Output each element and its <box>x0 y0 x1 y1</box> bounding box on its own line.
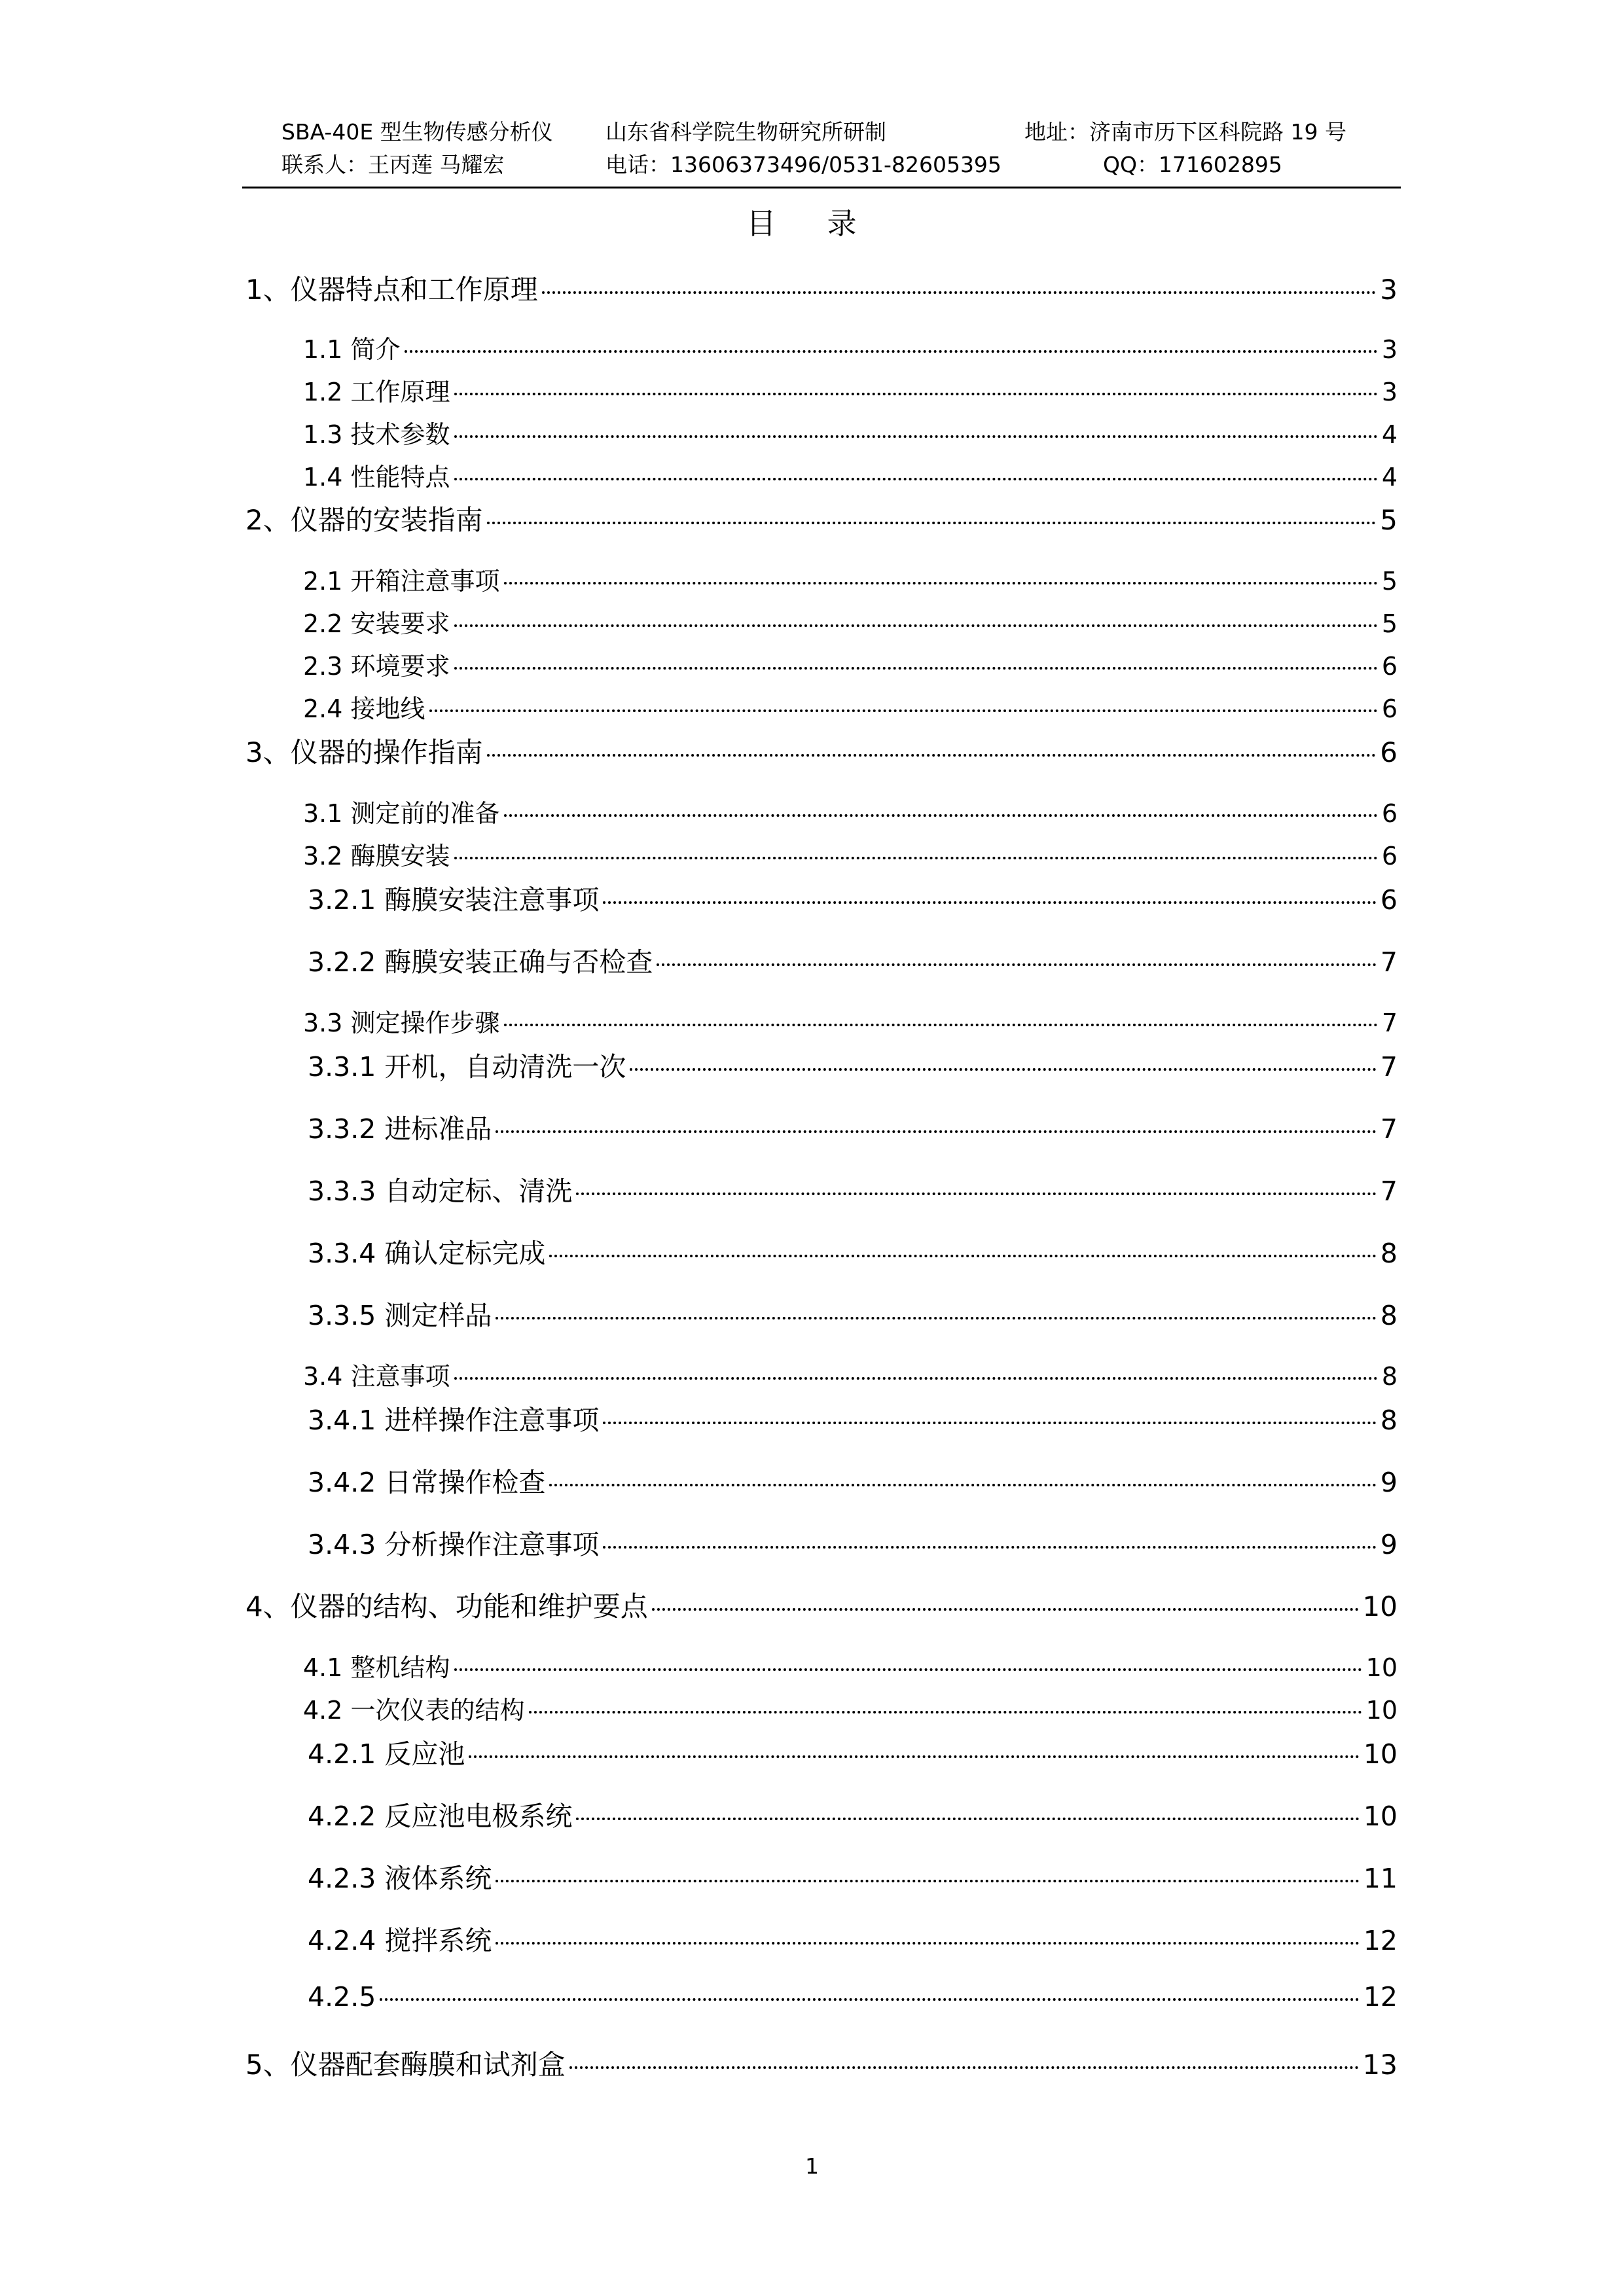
toc-entry-label: 4、仪器的结构、功能和维护要点 <box>245 1590 648 1623</box>
toc-entry-label: 1、仪器特点和工作原理 <box>245 274 538 306</box>
toc-entry-page: 3 <box>1381 335 1398 364</box>
toc-entry[interactable] <box>303 1647 1398 1683</box>
toc-entry-label: 3.2.1 酶膜安装注意事项 <box>308 884 600 916</box>
toc-entry[interactable] <box>303 603 1398 639</box>
toc-entry[interactable] <box>308 1919 1398 1958</box>
toc-entry-page: 10 <box>1363 1738 1398 1770</box>
toc-entry-label: 3.3.1 开机，自动清洗一次 <box>308 1051 626 1083</box>
toc-entry-page: 7 <box>1380 1175 1398 1207</box>
toc-entry-page: 6 <box>1381 694 1398 723</box>
toc-entry-page: 6 <box>1380 884 1398 916</box>
toc-entry[interactable] <box>308 1107 1398 1146</box>
toc-entry-label: 3、仪器的操作指南 <box>245 736 483 768</box>
toc-entry-page: 13 <box>1362 2049 1398 2081</box>
toc-leader-dots <box>504 1024 1378 1026</box>
toc-leader-dots <box>569 2066 1359 2069</box>
toc-entry-page: 12 <box>1363 1925 1398 1956</box>
toc-entry[interactable] <box>303 561 1398 597</box>
toc-leader-dots <box>454 1668 1362 1671</box>
toc-entry-label: 2.2 安装要求 <box>303 609 450 638</box>
toc-entry-label: 1.4 性能特点 <box>303 463 450 492</box>
toc-entry-page: 6 <box>1381 842 1398 870</box>
toc-entry-label: 1.2 工作原理 <box>303 378 450 406</box>
toc-leader-dots <box>454 857 1378 859</box>
toc-entry-label: 5、仪器配套酶膜和试剂盒 <box>245 2049 566 2081</box>
toc-leader-dots <box>496 1942 1359 1945</box>
toc-leader-dots <box>454 478 1378 480</box>
toc-entry-label: 3.4.1 进样操作注意事项 <box>308 1405 600 1436</box>
toc-entry-page: 9 <box>1380 1529 1398 1560</box>
toc-entry[interactable] <box>245 2043 1398 2083</box>
toc-entry[interactable] <box>308 1170 1398 1208</box>
toc-entry[interactable] <box>303 1690 1398 1726</box>
toc-entry-label: 4.2.1 反应池 <box>308 1738 465 1770</box>
toc-entry-label: 3.2.2 酶膜安装正确与否检查 <box>308 946 653 978</box>
toc-leader-dots <box>549 1255 1377 1257</box>
toc-entry[interactable] <box>308 1045 1398 1084</box>
toc-entry-page: 6 <box>1380 736 1398 768</box>
toc-leader-dots <box>454 1377 1378 1380</box>
toc-entry[interactable] <box>303 1003 1398 1039</box>
toc-entry-label: 4.2.4 搅拌系统 <box>308 1925 492 1956</box>
toc-entry[interactable] <box>303 646 1398 682</box>
toc-entry-label: 4.2.3 液体系统 <box>308 1863 492 1894</box>
toc-entry-page: 11 <box>1363 1863 1398 1894</box>
toc-entry-page: 10 <box>1363 1801 1398 1832</box>
toc-entry-page: 4 <box>1381 463 1398 492</box>
toc-leader-dots <box>454 393 1378 395</box>
toc-entry-page: 3 <box>1380 274 1398 306</box>
toc-entry-label: 3.4.2 日常操作检查 <box>308 1467 546 1498</box>
toc-entry-page: 9 <box>1380 1467 1398 1498</box>
toc-leader-dots <box>542 291 1377 294</box>
toc-entry-page: 6 <box>1381 799 1398 828</box>
toc-entry[interactable] <box>308 1795 1398 1833</box>
toc-entry[interactable] <box>303 457 1398 493</box>
toc-entry-page: 10 <box>1362 1590 1398 1623</box>
toc-leader-dots <box>576 1193 1377 1195</box>
toc-leader-dots <box>487 754 1377 757</box>
header-maker: 山东省科学院生物研究所研制 <box>605 119 886 145</box>
toc-entry-page: 8 <box>1380 1238 1398 1269</box>
header-qq: QQ：171602895 <box>1103 152 1282 177</box>
toc-entry[interactable] <box>303 793 1398 829</box>
toc-entry-page: 5 <box>1381 609 1398 638</box>
toc-title: 目 录 <box>746 206 878 241</box>
toc-entry-label: 2.3 环境要求 <box>303 652 450 681</box>
toc-entry[interactable] <box>308 1523 1398 1562</box>
toc-leader-dots <box>469 1755 1359 1758</box>
toc-leader-dots <box>504 582 1378 584</box>
toc-entry-page: 7 <box>1380 1051 1398 1083</box>
toc-leader-dots <box>429 709 1378 712</box>
toc-entry-page: 7 <box>1381 1009 1398 1037</box>
toc-entry-label: 3.3 测定操作步骤 <box>303 1009 500 1037</box>
toc-entry[interactable] <box>308 1294 1398 1333</box>
toc-entry-page: 5 <box>1380 504 1398 536</box>
toc-entry-label: 3.3.4 确认定标完成 <box>308 1238 546 1269</box>
toc-entry-page: 10 <box>1365 1696 1398 1725</box>
toc-entry[interactable] <box>308 1232 1398 1270</box>
toc-entry-page: 12 <box>1363 1981 1398 2013</box>
toc-entry-label: 1.3 技术参数 <box>303 420 450 449</box>
toc-entry[interactable] <box>303 414 1398 450</box>
toc-entry-page: 3 <box>1381 378 1398 406</box>
toc-leader-dots <box>454 435 1378 438</box>
toc-entry[interactable] <box>308 1461 1398 1499</box>
toc-entry-label: 3.1 测定前的准备 <box>303 799 500 828</box>
toc-entry[interactable] <box>308 1857 1398 1895</box>
toc-entry-page: 7 <box>1380 1113 1398 1145</box>
toc-entry-label: 3.4 注意事项 <box>303 1362 450 1391</box>
toc-leader-dots <box>380 1998 1360 2001</box>
toc-leader-dots <box>405 350 1378 353</box>
toc-entry-label: 4.2.2 反应池电极系统 <box>308 1801 573 1832</box>
toc-entry[interactable] <box>245 1585 1398 1624</box>
toc-leader-dots <box>603 901 1377 904</box>
toc-leader-dots <box>657 963 1377 966</box>
toc-entry[interactable] <box>308 1981 1398 2013</box>
toc-entry[interactable] <box>245 268 1398 308</box>
toc-entry-page: 4 <box>1381 420 1398 449</box>
toc-entry-label: 2.4 接地线 <box>303 694 425 723</box>
toc-entry-page: 10 <box>1365 1653 1398 1682</box>
toc-entry[interactable] <box>308 1399 1398 1437</box>
toc-entry-page: 7 <box>1380 946 1398 978</box>
toc-leader-dots <box>496 1130 1377 1133</box>
toc-entry-label: 4.2 一次仪表的结构 <box>303 1696 525 1725</box>
toc-entry-label: 4.1 整机结构 <box>303 1653 450 1682</box>
toc-leader-dots <box>496 1880 1359 1882</box>
toc-leader-dots <box>576 1818 1359 1820</box>
toc-entry-page: 8 <box>1380 1405 1398 1436</box>
header-address: 地址：济南市历下区科院路 19 号 <box>1024 119 1346 145</box>
header-product: SBA-40E 型生物传感分析仪 <box>281 119 553 145</box>
toc-leader-dots <box>630 1068 1377 1071</box>
toc-entry[interactable] <box>303 329 1398 365</box>
toc-entry-label: 4.2.5 <box>308 1981 376 2013</box>
toc-entry[interactable] <box>308 941 1398 979</box>
toc-leader-dots <box>496 1317 1377 1319</box>
toc-leader-dots <box>454 667 1378 670</box>
toc-entry-label: 2.1 开箱注意事项 <box>303 567 500 596</box>
toc-entry-label: 3.2 酶膜安装 <box>303 842 450 870</box>
toc-entry[interactable] <box>303 836 1398 872</box>
toc-entry-label: 1.1 简介 <box>303 335 401 364</box>
toc-entry-page: 5 <box>1381 567 1398 596</box>
toc-entry[interactable] <box>303 372 1398 408</box>
toc-entry-page: 8 <box>1381 1362 1398 1391</box>
toc-entry[interactable] <box>303 689 1398 725</box>
toc-entry[interactable] <box>308 1732 1398 1771</box>
header-contact: 联系人：王丙莲 马耀宏 <box>281 152 505 177</box>
toc-leader-dots <box>487 522 1377 524</box>
toc-leader-dots <box>652 1608 1359 1611</box>
toc-leader-dots <box>603 1422 1377 1424</box>
toc-entry-label: 3.4.3 分析操作注意事项 <box>308 1529 600 1560</box>
toc-entry[interactable] <box>245 499 1398 538</box>
toc-entry[interactable] <box>303 1356 1398 1392</box>
toc-leader-dots <box>454 624 1378 627</box>
toc-entry-label: 3.3.3 自动定标、清洗 <box>308 1175 573 1207</box>
toc-leader-dots <box>549 1484 1377 1486</box>
toc-entry-page: 8 <box>1380 1300 1398 1331</box>
toc-entry[interactable] <box>245 731 1398 770</box>
toc-leader-dots <box>529 1711 1362 1713</box>
header-phone: 电话：13606373496/0531-82605395 <box>605 152 1001 177</box>
toc-entry[interactable] <box>308 878 1398 917</box>
toc-entry-label: 2、仪器的安装指南 <box>245 504 483 536</box>
toc-leader-dots <box>504 814 1378 817</box>
toc-entry-page: 6 <box>1381 652 1398 681</box>
toc-leader-dots <box>603 1546 1377 1549</box>
page-number: 1 <box>805 2153 819 2179</box>
toc-entry-label: 3.3.5 测定样品 <box>308 1300 492 1331</box>
toc-entry-label: 3.3.2 进标准品 <box>308 1113 492 1145</box>
